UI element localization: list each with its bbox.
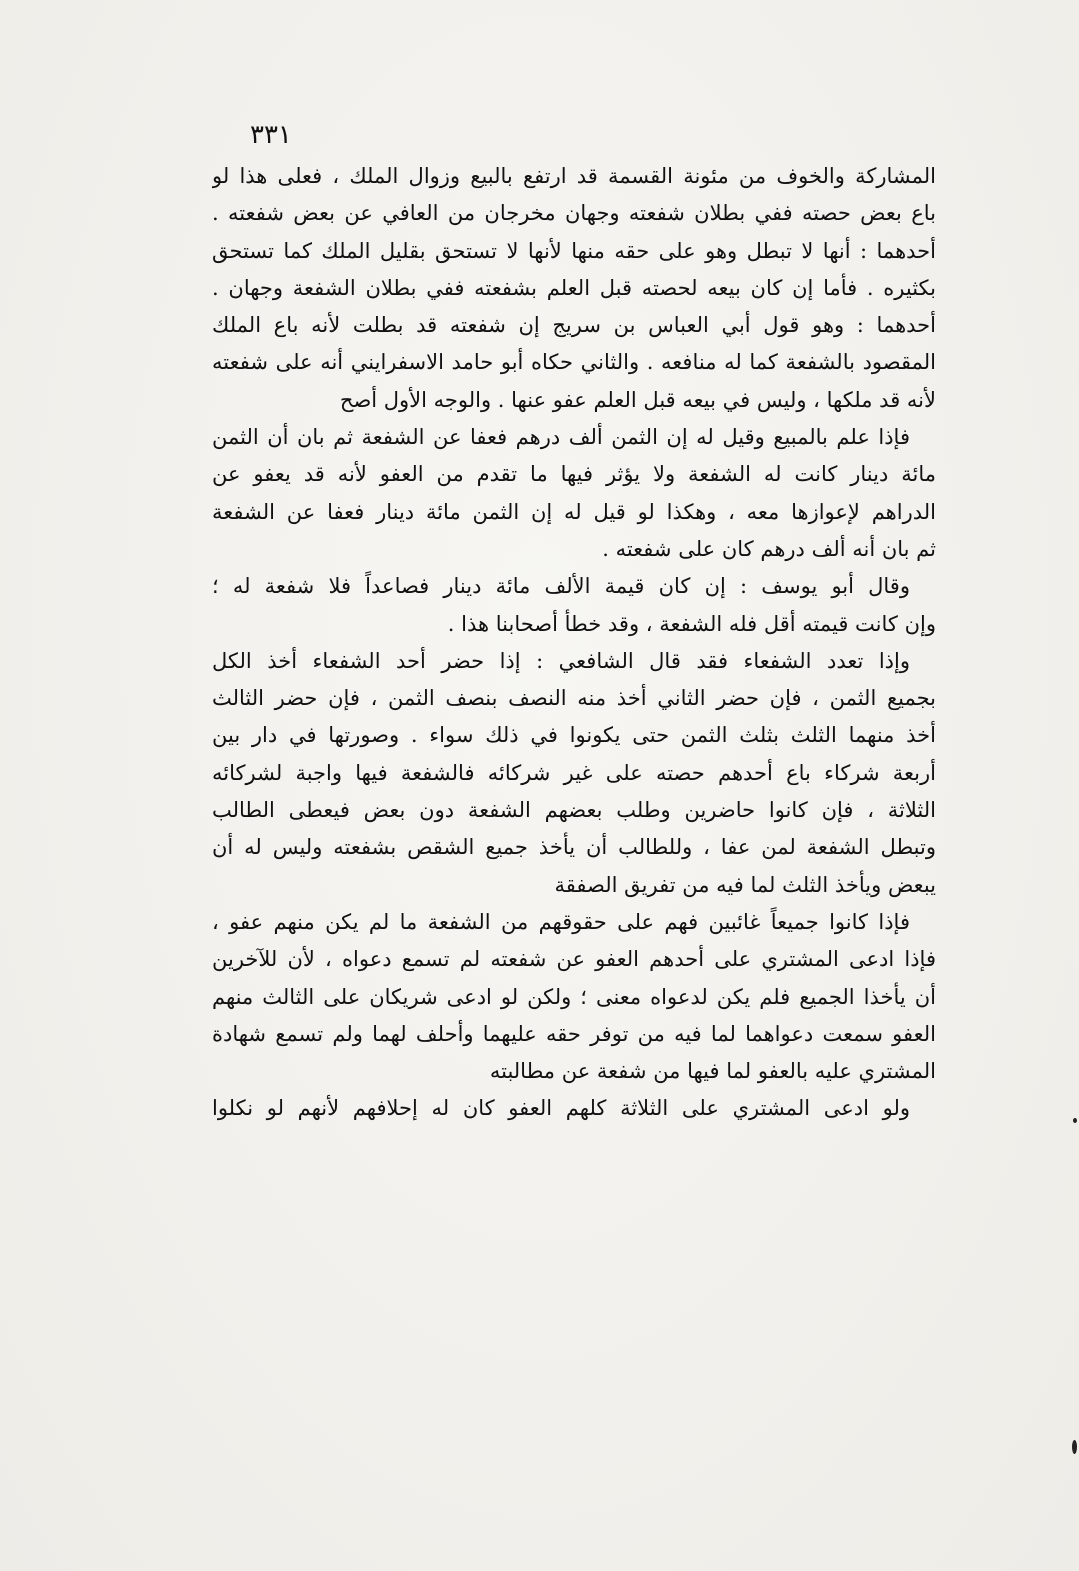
text-line: الدراهم لإعوازها معه ، وهكذا لو قيل له إن الثمن مائة دينار فعفا عن الشفعة: [212, 499, 936, 524]
text-line: ولو ادعى المشتري على الثلاثة كلهم العفو كان له إحلافهم لأنهم لو نكلوا: [212, 1096, 910, 1121]
scan-speck: [1073, 1118, 1077, 1123]
text-line: أخذ منهما الثلث بثلث الثمن حتى يكونوا في ذلك سواء . وصورتها في دار بين: [212, 723, 936, 748]
text-line: فإذا ادعى المشتري على أحدهم العفو عن شفعته لم تسمع دعواه ، لأن للآخرين: [212, 947, 936, 972]
text-line: المشتري عليه بالعفو لما فيها من شفعة عن مطالبته: [489, 1059, 936, 1084]
text-line: وتبطل الشفعة لمن عفا ، وللطالب أن يأخذ جميع الشقص بشفعته وليس له أن: [212, 835, 936, 860]
page-number: ٣٣١: [250, 120, 292, 150]
text-line: المقصود بالشفعة كما له منافعه . والثاني حكاه أبو حامد الاسفرايني أنه على شفعته: [212, 350, 936, 375]
body-text: [212, 158, 936, 1128]
text-line: أحدهما : أنها لا تبطل وهو على حقه منها لأنها لا تستحق بقليل الملك كما تستحق: [212, 238, 936, 263]
text-line: مائة دينار كانت له الشفعة ولا يؤثر فيها ما تقدم من العفو لأنه قد يعفو عن: [212, 462, 936, 487]
text-line: لأنه قد ملكها ، وليس في بيعه قبل العلم عفو عنها . والوجه الأول أصح: [339, 387, 936, 412]
text-line: باع بعض حصته ففي بطلان شفعته وجهان مخرجان من العافي عن بعض شفعته .: [212, 201, 936, 226]
text-line: وقال أبو يوسف : إن كان قيمة الألف مائة دينار فصاعداً فلا شفعة له ؛: [212, 574, 910, 599]
text-line: أحدهما : وهو قول أبي العباس بن سريج إن شفعته قد بطلت لأنه باع الملك: [212, 313, 936, 338]
text-line: يبعض ويأخذ الثلث لما فيه من تفريق الصفقة: [554, 872, 936, 897]
text-line: وإن كانت قيمته أقل فله الشفعة ، وقد خطأ أصحابنا هذا .: [447, 611, 936, 636]
text-line: بكثيره . فأما إن كان بيعه لحصته قبل العلم بشفعته ففي بطلان الشفعة وجهان .: [212, 275, 936, 300]
text-line: العفو سمعت دعواهما لما فيه من توفر حقه عليهما وأحلف لهما ولم تسمع شهادة: [212, 1021, 936, 1046]
text-line: فإذا علم بالمبيع وقيل له إن الثمن ألف درهم فعفا عن الشفعة ثم بان أن الثمن: [212, 425, 910, 450]
text-line: أربعة شركاء باع أحدهم حصته على غير شركائه فالشفعة فيها واجبة لشركائه: [212, 760, 936, 785]
scan-speck: [1072, 1440, 1077, 1454]
text-line: المشاركة والخوف من مئونة القسمة قد ارتفع بالبيع وزوال الملك ، فعلى هذا لو: [212, 164, 936, 188]
text-line: فإذا كانوا جميعاً غائبين فهم على حقوقهم من الشفعة ما لم يكن منهم عفو ،: [212, 909, 910, 934]
text-line: بجميع الثمن ، فإن حضر الثاني أخذ منه النصف بنصف الثمن ، فإن حضر الثالث: [212, 686, 936, 711]
text-line: وإذا تعدد الشفعاء فقد قال الشافعي : إذا حضر أحد الشفعاء أخذ الكل: [212, 648, 910, 673]
text-line: الثلاثة ، فإن كانوا حاضرين وطلب بعضهم الشفعة دون بعض فيعطى الطالب: [212, 798, 936, 823]
text-line: ثم بان أنه ألف درهم كان على شفعته .: [602, 536, 936, 561]
text-line: أن يأخذا الجميع فلم يكن لدعواه معنى ؛ ولكن لو ادعى شريكان على الثالث منهم: [212, 984, 936, 1009]
